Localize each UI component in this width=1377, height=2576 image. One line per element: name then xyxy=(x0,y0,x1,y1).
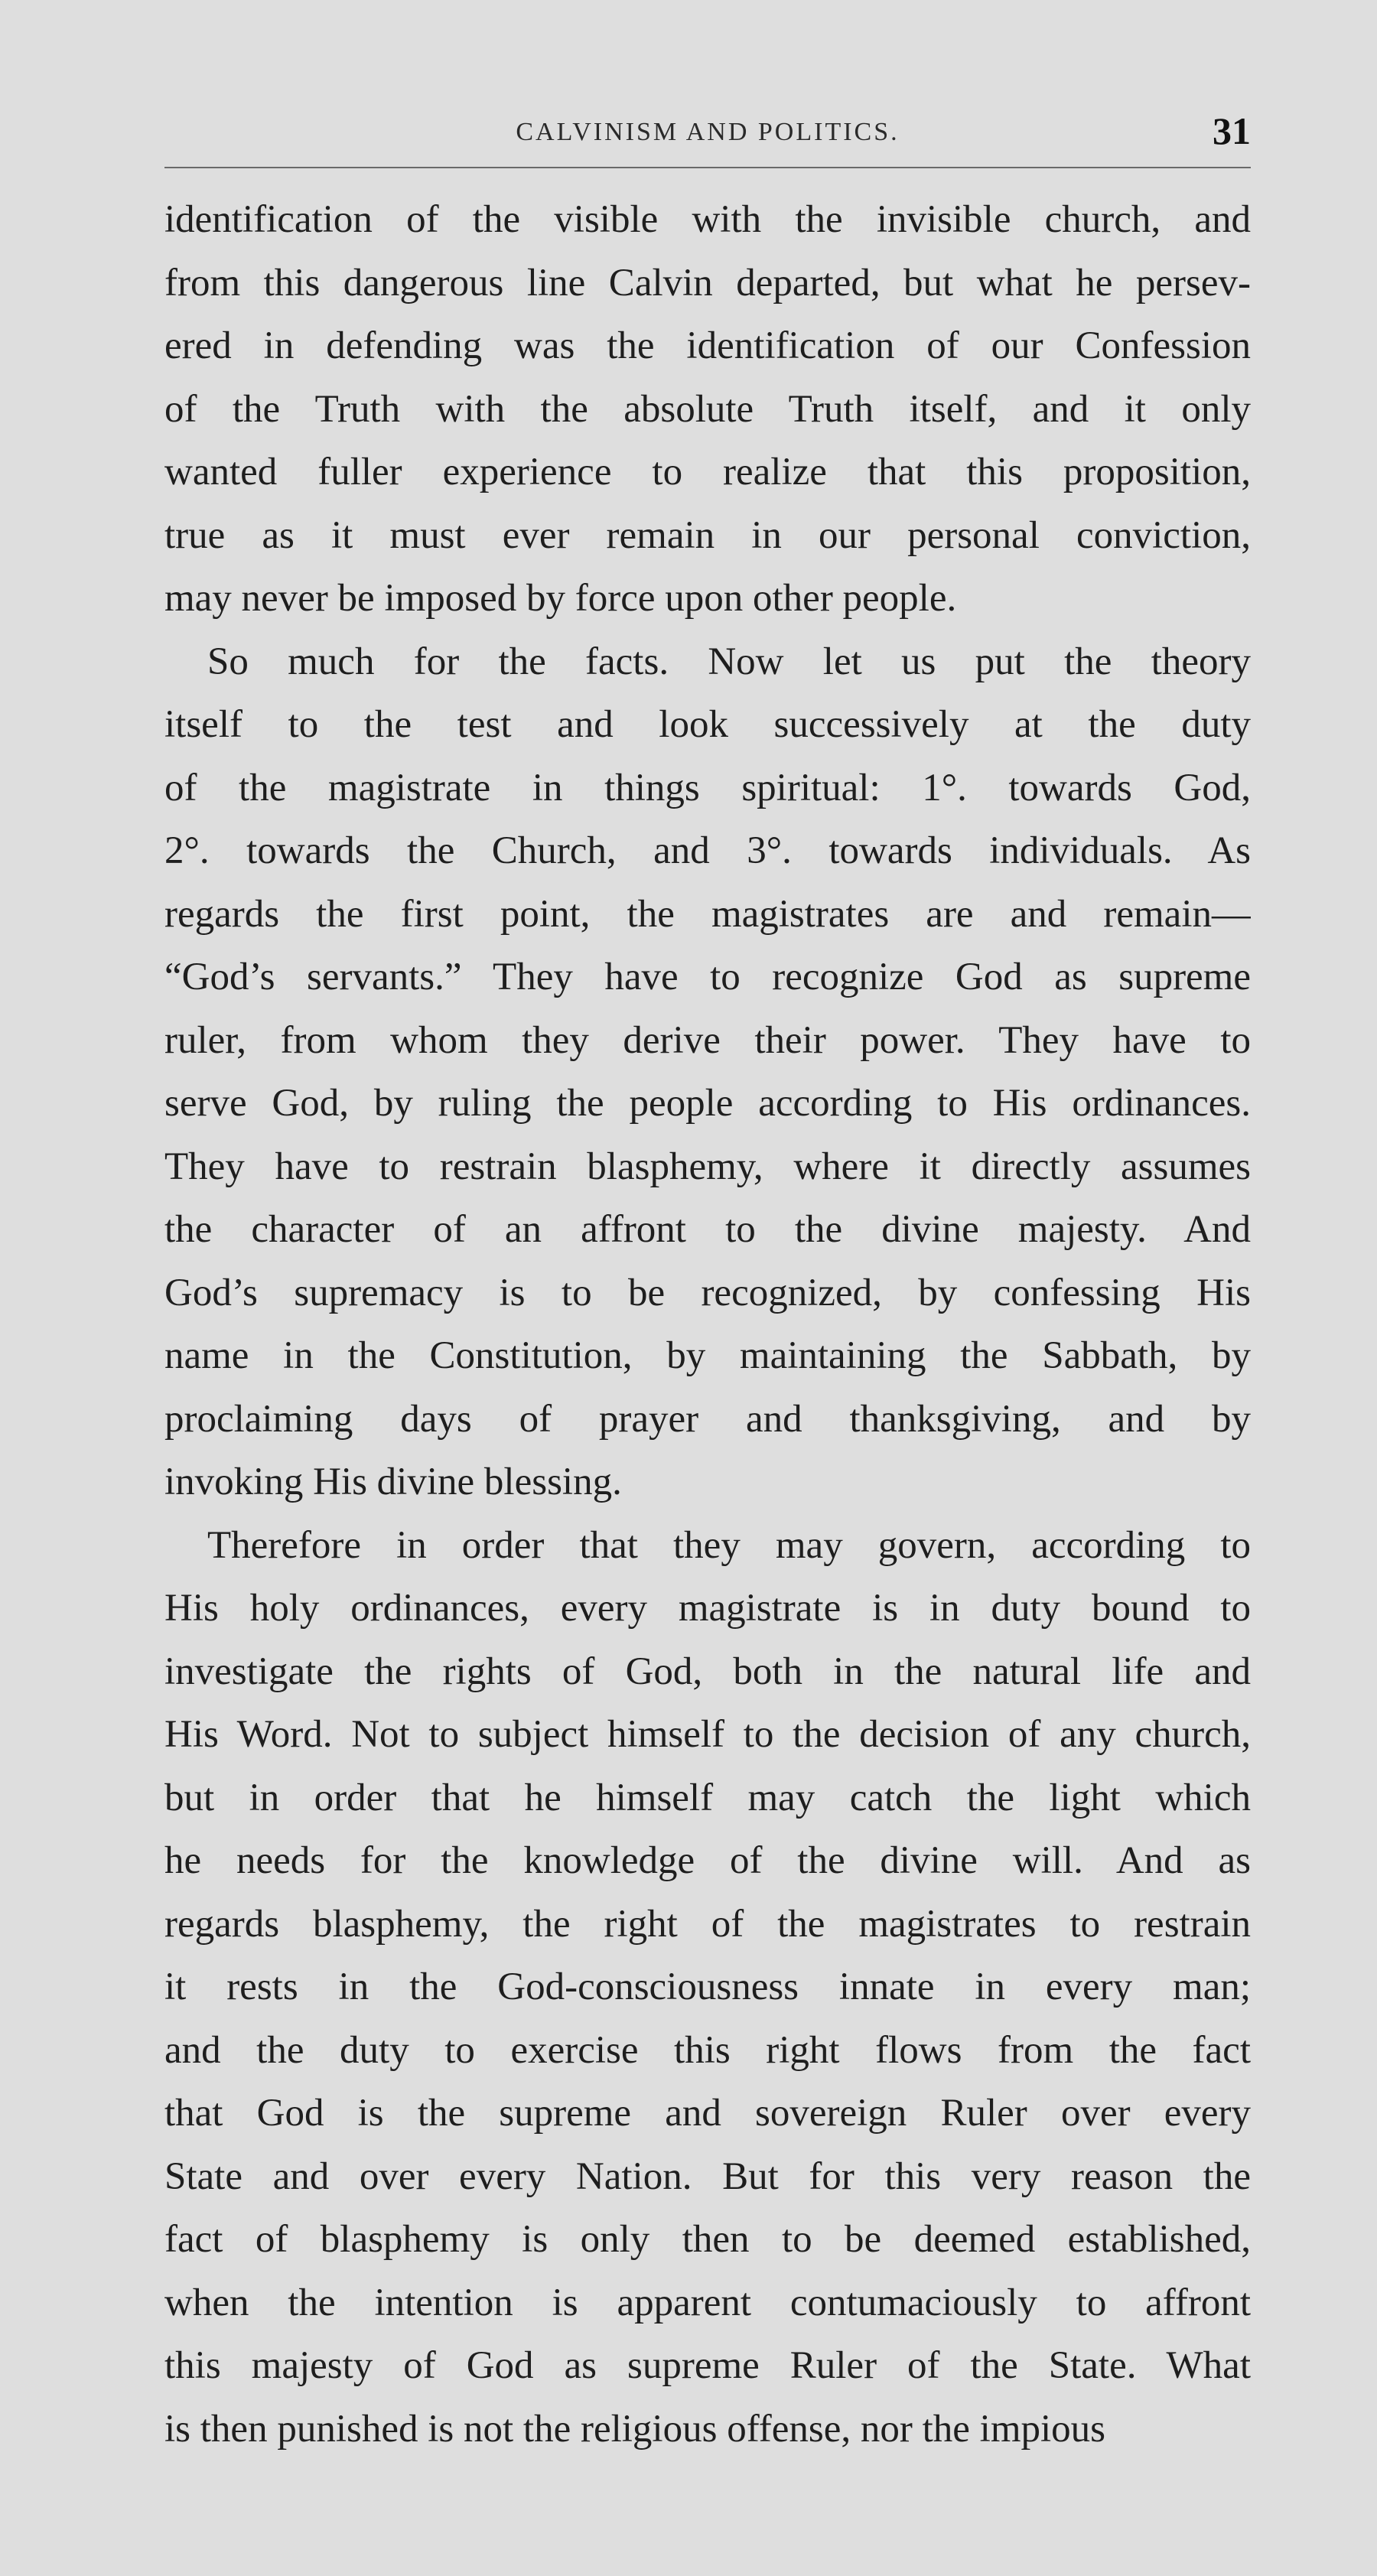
text-line: itself to the test and look successively at the duty xyxy=(164,703,1251,746)
text-line: name in the Constitution, by maintaining the Sabbath, by xyxy=(164,1334,1251,1377)
text-line: ered in defending was the identification of our Confession xyxy=(164,324,1251,367)
text-line: when the intention is apparent contumaciously to affront xyxy=(164,2281,1251,2324)
text-line: identification of the visible with the invisible church, and xyxy=(164,198,1251,241)
paragraph xyxy=(164,630,1251,1514)
text-line: 2°. towards the Church, and 3°. towards individuals. As xyxy=(164,829,1251,872)
text-line: from this dangerous line Calvin departed, but what he persev- xyxy=(164,261,1251,304)
text-line: regards the first point, the magistrates are and remain— xyxy=(164,892,1251,936)
text-line: His Word. Not to subject himself to the decision of any church, xyxy=(164,1713,1251,1756)
text-line: Therefore in order that they may govern, according to xyxy=(207,1523,1251,1567)
text-line: of the magistrate in things spiritual: 1°. towards God, xyxy=(164,766,1251,809)
text-line: invoking His divine blessing. xyxy=(164,1461,622,1503)
text-line: that God is the supreme and sovereign Ruler over every xyxy=(164,2092,1251,2135)
text-line: wanted fuller experience to realize that this proposition, xyxy=(164,451,1251,493)
text-line: regards blasphemy, the right of the magistrates to restrain xyxy=(164,1902,1251,1946)
running-head xyxy=(164,109,1251,168)
page-number: 31 xyxy=(1213,109,1251,152)
text-line: State and over every Nation. But for this very reason the xyxy=(164,2154,1251,2198)
text-line: ruler, from whom they derive their power. They have to xyxy=(164,1018,1251,1062)
text-line: it rests in the God-consciousness innate in every man; xyxy=(164,1965,1251,2008)
text-line: fact of blasphemy is only then to be deemed established, xyxy=(164,2218,1251,2261)
text-line: is then punished is not the religious offense, nor the impious xyxy=(164,2407,1106,2451)
text-line: true as it must ever remain in our personal conviction, xyxy=(164,513,1251,557)
text-line: but in order that he himself may catch the light which xyxy=(164,1776,1251,1819)
text-line: this majesty of God as supreme Ruler of the State. What xyxy=(164,2344,1251,2387)
running-title: CALVINISM AND POLITICS. xyxy=(516,118,900,146)
text-line: proclaiming days of prayer and thanksgiving, and by xyxy=(164,1397,1251,1441)
text-line: His holy ordinances, every magistrate is in duty bound to xyxy=(164,1587,1251,1630)
text-line: may never be imposed by force upon other people. xyxy=(164,577,957,620)
text-line: of the Truth with the absolute Truth itself, and it only xyxy=(164,387,1251,431)
body-text xyxy=(164,188,1251,2460)
text-line: God’s supremacy is to be recognized, by confessing His xyxy=(164,1271,1251,1314)
text-line: and the duty to exercise this right flows from the fact xyxy=(164,2028,1251,2072)
text-line: investigate the rights of God, both in the natural life and xyxy=(164,1649,1251,1693)
text-line: the character of an affront to the divine majesty. And xyxy=(164,1208,1251,1251)
text-line: “God’s servants.” They have to recognize God as supreme xyxy=(164,956,1251,998)
text-line: So much for the facts. Now let us put the theory xyxy=(207,640,1251,683)
text-line: They have to restrain blasphemy, where it directly assumes xyxy=(164,1145,1251,1188)
paragraph xyxy=(164,1514,1251,2461)
text-line: he needs for the knowledge of the divine will. And as xyxy=(164,1839,1251,1882)
text-line: serve God, by ruling the people according to His ordinances. xyxy=(164,1082,1251,1125)
paragraph xyxy=(164,188,1251,630)
